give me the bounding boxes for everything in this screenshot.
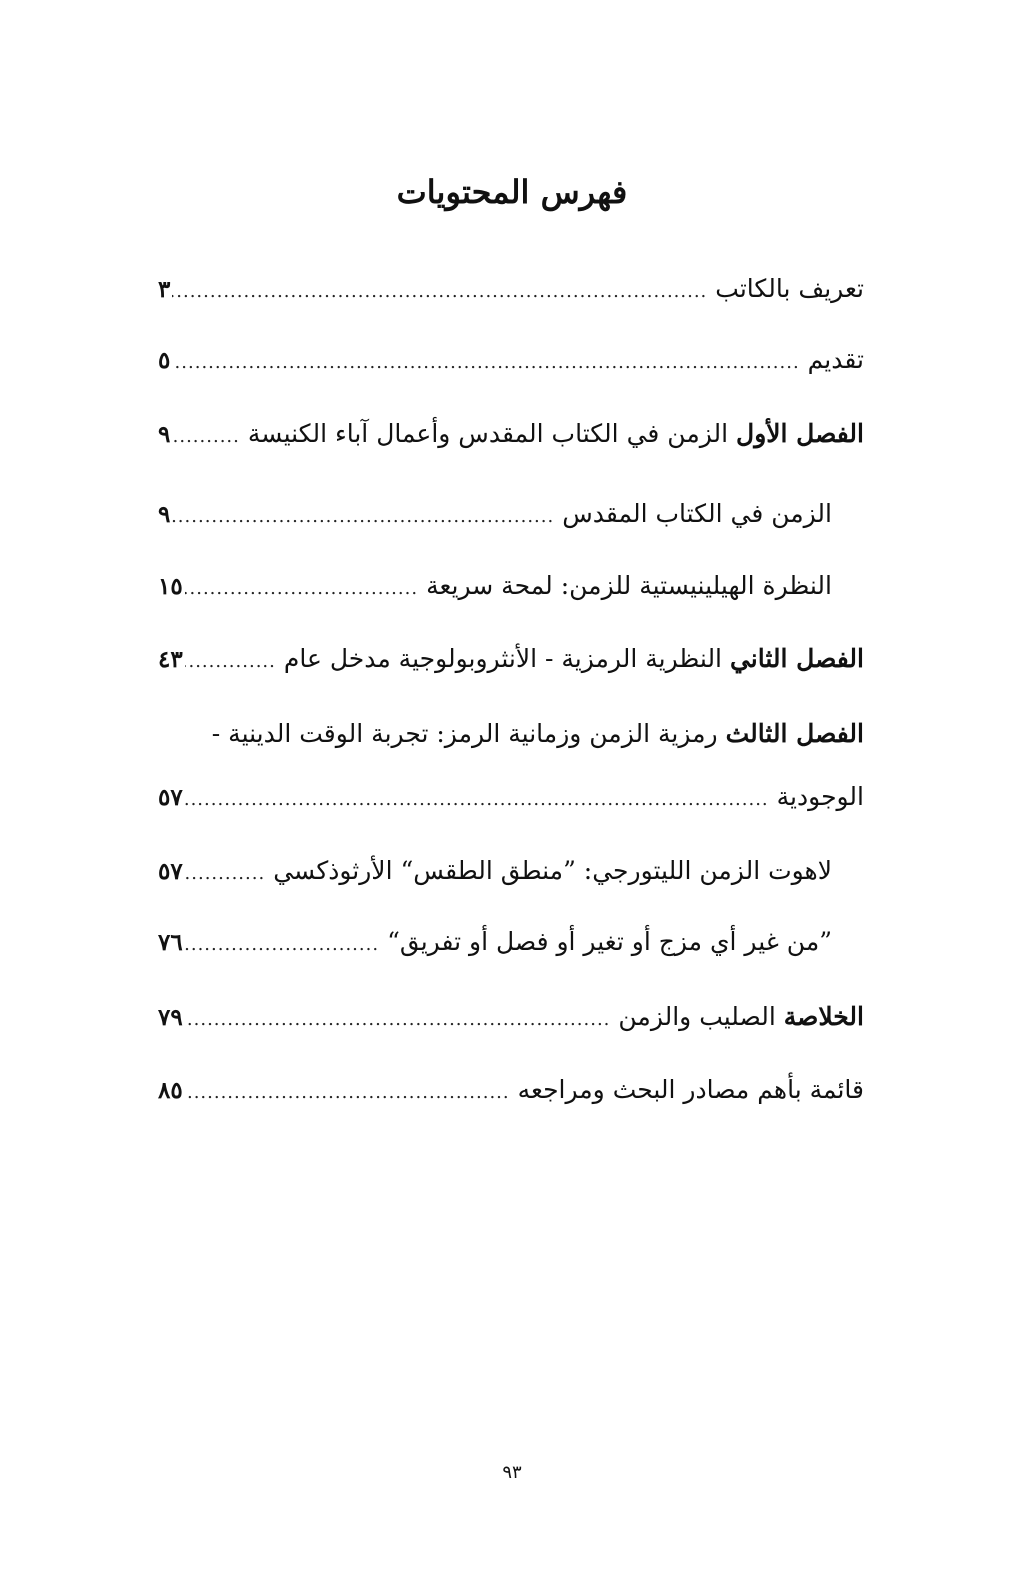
toc-page-number: ٣ [158, 276, 171, 303]
toc-entry [158, 490, 832, 538]
toc-entry-label [379, 918, 832, 966]
toc-entry [158, 773, 864, 821]
dot-leader [185, 850, 265, 898]
toc-entry-text: رمزية الزمن وزمانية الرمز: تجربة الوقت الدينية - [211, 719, 726, 748]
dot-leader [185, 776, 769, 824]
toc-entry-label [240, 410, 864, 458]
dot-leader [172, 268, 707, 316]
toc-page-number: ١٥ [158, 573, 183, 600]
toc-entry-bold: الفصل الثاني [729, 644, 864, 673]
toc-entry-text: الوجودية [776, 782, 864, 811]
toc-entry-bold: الخلاصة [783, 1002, 864, 1031]
toc-page-number: ٥٧ [158, 858, 183, 885]
dot-leader [185, 1069, 510, 1117]
toc-entry-label [265, 847, 832, 895]
toc-entry-label [554, 490, 832, 538]
toc-entry-text: الزمن في الكتاب المقدس [562, 499, 832, 528]
toc-entry [158, 993, 864, 1041]
toc-page-number: ٤٣ [158, 646, 183, 673]
dot-leader [172, 493, 554, 541]
toc-entry-label [769, 773, 864, 821]
toc-entry-bold: الفصل الأول [736, 419, 864, 448]
page-title: فهرس المحتويات [396, 173, 628, 211]
toc-entry [158, 410, 864, 458]
toc-entry [158, 1066, 864, 1114]
toc-entry-label [707, 265, 864, 313]
dot-leader [185, 565, 418, 613]
toc-entry-text: الصليب والزمن [618, 1002, 784, 1031]
toc-entry-label [610, 993, 864, 1041]
toc-page-number: ٥٧ [158, 784, 183, 811]
dot-leader [185, 996, 611, 1044]
toc-entry [158, 847, 832, 895]
dot-leader [172, 413, 240, 461]
toc-entry [158, 336, 864, 384]
dot-leader [185, 921, 379, 969]
toc-entry-label [418, 562, 832, 610]
toc-entry-label [800, 336, 864, 384]
toc-entry [158, 635, 864, 683]
dot-leader [185, 638, 276, 686]
toc-entry [158, 710, 864, 758]
toc-entry-label [510, 1066, 864, 1114]
toc-entry-text: تقديم [807, 345, 864, 374]
toc-entry-text: النظرية الرمزية - الأنثروبولوجية مدخل عام [283, 644, 730, 673]
toc-page-number: ٩ [158, 421, 171, 448]
toc-page-number: ٥ [158, 347, 171, 374]
toc-entry [158, 265, 864, 313]
toc-page-number: ٧٩ [158, 1004, 183, 1031]
toc-entry-text: لاهوت الزمن الليتورجي: ”منطق الطقس“ الأرثوذكسي [273, 856, 832, 885]
toc-entry-text: النظرة الهيلينيستية للزمن: لمحة سريعة [426, 571, 832, 600]
toc-entry-text: ”من غير أي مزج أو تغير أو فصل أو تفريق“ [387, 927, 832, 956]
toc-entry-bold: الفصل الثالث [725, 719, 864, 748]
toc-page-number: ٧٦ [158, 929, 183, 956]
toc-entry [158, 562, 832, 610]
toc-entry [158, 918, 832, 966]
toc-entry-label [204, 710, 864, 758]
toc-entry-text: تعريف بالكاتب [715, 274, 864, 303]
toc-entry-text: الزمن في الكتاب المقدس وأعمال آباء الكنيسة [247, 419, 737, 448]
toc-entry-text: قائمة بأهم مصادر البحث ومراجعه [517, 1075, 864, 1104]
page-number: ٩٣ [502, 1462, 522, 1483]
toc-page-number: ٨٥ [158, 1077, 183, 1104]
toc-entry-label [276, 635, 864, 683]
toc-page-number: ٩ [158, 501, 171, 528]
dot-leader [172, 339, 799, 387]
